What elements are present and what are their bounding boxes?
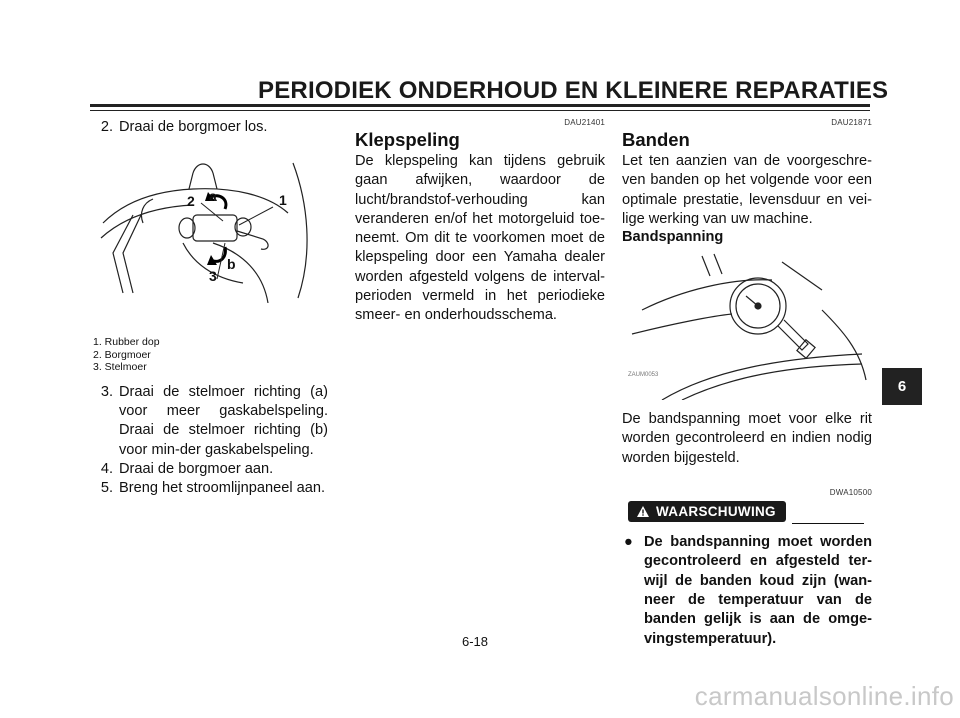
page-number: 6-18	[462, 634, 489, 649]
column-left	[93, 118, 328, 499]
page-header-title: PERIODIEK ONDERHOUD EN KLEINERE REPARATIES	[258, 77, 889, 104]
legend-item: 1. Rubber dop	[93, 336, 160, 349]
warning-bullet-text: De bandspanning moet worden gecontroleerd en afgesteld ter-wijl de banden koud zijn (wan-neer de temperatuur van de banden gelijk is aan de omge-vingstemperatuur).	[644, 534, 872, 647]
figure-label-a: a	[209, 188, 217, 205]
legend-item: 3. Stelmoer	[93, 361, 147, 374]
step-4	[93, 460, 328, 479]
step-2	[93, 118, 328, 137]
warning-bullet	[622, 533, 872, 649]
section-code: DAU21871	[831, 118, 872, 127]
section-code: DAU21401	[564, 118, 605, 127]
header-rule-thin	[90, 110, 870, 111]
step-number: 3.	[100, 383, 113, 400]
step-list	[93, 383, 328, 499]
warning-label: WAARSCHUWING	[656, 504, 776, 520]
warning-rule	[792, 523, 864, 524]
section-title-klepspeling: Klepspeling	[355, 129, 460, 150]
figure-label-3: 3	[209, 268, 217, 285]
section-title-banden: Banden	[622, 129, 690, 150]
header-rule-thick	[90, 104, 870, 107]
throttle-adjuster-illustration	[93, 143, 328, 303]
tire-pressure-gauge-illustration	[622, 250, 872, 400]
section-intro: Let ten aanzien van de voorgeschre-ven banden op het volgende voor een optimale prestatie, levensduur en vei-lige werking van uw machine.	[622, 153, 872, 227]
chapter-tab: 6	[882, 368, 922, 405]
column-right	[622, 118, 872, 649]
warning-badge	[628, 501, 786, 522]
step-text: Draai de borgmoer los.	[119, 119, 268, 135]
warning-code: DWA10500	[829, 488, 872, 498]
watermark-text: carmanualsonline.info	[694, 681, 954, 711]
step-number: 5.	[100, 480, 113, 497]
step-text: Breng het stroomlijnpaneel aan.	[119, 480, 326, 497]
figure-code: ZAUM0053	[628, 372, 659, 379]
step-5	[93, 479, 328, 498]
figure-label-b: b	[227, 256, 236, 273]
step-text: Draai de borgmoer aan.	[119, 460, 274, 477]
column-middle	[355, 118, 605, 326]
bullet-dot-icon: ●	[624, 534, 633, 551]
step-text: Draai de stelmoer richting (a) voor meer gaskabelspeling. Draai de stelmoer richting (b) voor min-der gaskabelspeling.	[119, 383, 328, 458]
legend-item: 2. Borgmoer	[93, 348, 151, 361]
warning-triangle-icon	[636, 505, 650, 518]
section-body: De klepspeling kan tijdens gebruik gaan afwijken, waardoor de lucht/brandstof-verhouding kan veranderen en/of het motorgeluid toe-neemt. Om dit te voorkomen moet de klepspeling door een Yamaha dealer worden afgesteld volgens de interval-perioden vermeld in het periodieke smeer- en onderhoudsschema.	[355, 153, 605, 324]
step-number: 2.	[100, 119, 113, 135]
warning-header	[628, 501, 872, 524]
figure-legend	[93, 336, 328, 374]
tire-gauge-figure	[622, 250, 872, 400]
subheading-bandspanning: Bandspanning	[622, 229, 724, 246]
figure-label-2: 2	[187, 193, 195, 210]
section-paragraph: De bandspanning moet voor elke rit worden gecontroleerd en indien nodig worden bijgesteld.	[622, 411, 872, 466]
step-number: 4.	[100, 460, 113, 477]
figure-label-1: 1	[279, 192, 287, 209]
step-3	[93, 383, 328, 460]
